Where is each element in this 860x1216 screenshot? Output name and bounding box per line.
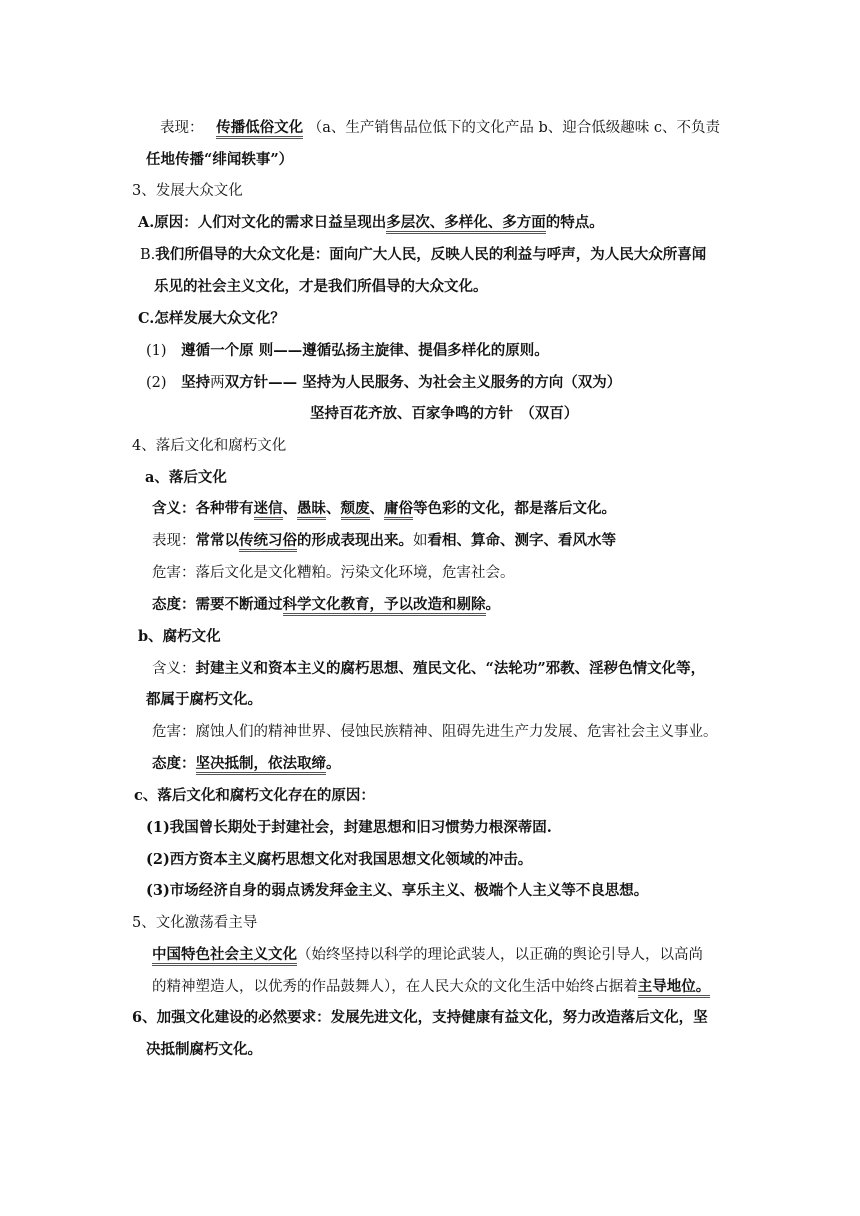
underlined-term: 科学文化教育，予以改造和剔除 [283, 596, 486, 616]
underlined-term: 传播低俗文化 [216, 119, 303, 139]
text: 遵循一个原 则——遵循弘扬主旋律、提倡多样化的原则。 [181, 342, 549, 359]
line-16 [152, 595, 500, 615]
underlined-term: 中国特色社会主义文化 [152, 946, 297, 966]
underlined-term: 传统习俗 [239, 532, 297, 552]
text: 我们所倡导的大众文化是：面向广大人民，反映人民的利益与呼声，为人民大众所喜闻 [155, 246, 707, 263]
text: 的形成表现出来。 [297, 532, 413, 549]
text: （a、生产销售品位低下的文化产品 b、迎合低级趣味 c、不负责 [307, 120, 720, 136]
text: 、 [326, 500, 341, 517]
text: 坚持 [181, 374, 211, 391]
text: 表现： [152, 533, 196, 549]
line-28 [152, 977, 710, 997]
line-25: (3)市场经济自身的弱点诱发拜金主义、享乐主义、极端个人主义等不良思想。 [146, 882, 649, 899]
line-20: 危害：腐蚀人们的精神世界、侵蚀民族精神、阻碍先进生产力发展、危害社会主义事业。 [152, 724, 718, 740]
text: 如 [413, 533, 428, 549]
text: (2) [146, 375, 167, 391]
line-8 [146, 341, 549, 361]
text: 的精神塑造人，以优秀的作品鼓舞人），在人民大众的文化生活中始终占据着 [152, 979, 638, 995]
text: 常常以 [195, 532, 239, 549]
line-6: 乐见的社会主义文化，才是我们所倡导的大众文化。 [154, 278, 488, 295]
text: A.原因：人们对文化的需求日益呈现出 [138, 214, 387, 231]
underlined-term: 多层次、多样化、多方面 [386, 214, 546, 234]
section-heading-6: 6、加强文化建设的必然要求：发展先进文化，支持健康有益文化，努力改造落后文化，坚 [132, 1009, 708, 1026]
line-10: 坚持百花齐放、百家争鸣的方针 （双百） [310, 405, 579, 422]
line-13 [152, 499, 616, 519]
text: 含义： [152, 661, 196, 677]
line-15: 危害：落后文化是文化糟粕。污染文化环境，危害社会。 [152, 565, 515, 581]
underlined-term: 迷信 [254, 500, 283, 520]
text: 态度：需要不断通过 [152, 596, 283, 613]
section-heading-3: 3、发展大众文化 [132, 183, 243, 199]
text: 等色彩的文化，都是落后文化。 [413, 500, 616, 517]
line-30: 决抵制腐朽文化。 [146, 1041, 262, 1058]
text: 两 [210, 375, 225, 391]
sub-heading-a: a、落后文化 [145, 469, 227, 486]
text: 、 [282, 500, 297, 517]
text: 。 [326, 755, 341, 772]
sub-heading-b: b、腐朽文化 [138, 628, 221, 645]
line-19: 都属于腐朽文化。 [146, 691, 262, 708]
section-heading-4: 4、落后文化和腐朽文化 [132, 438, 287, 454]
text: B. [140, 247, 156, 263]
line-4 [138, 213, 604, 233]
text: 的特点。 [545, 214, 604, 231]
underlined-term: 愚昧 [297, 500, 326, 520]
text: (1) [146, 343, 167, 359]
text: （始终坚持以科学的理论武装人，以正确的舆论引导人，以高尚 [297, 947, 703, 963]
line-27 [152, 945, 703, 965]
line-14 [152, 531, 616, 551]
line-21 [152, 754, 341, 774]
line-7: C.怎样发展大众文化？ [138, 310, 285, 327]
line-18 [152, 659, 705, 679]
line-24: (2)西方资本主义腐朽思想文化对我国思想文化领域的冲击。 [146, 851, 533, 868]
line-9 [146, 373, 621, 393]
underlined-term: 坚决抵制，依法取缔 [196, 755, 327, 775]
underlined-term: 主导地位。 [638, 978, 711, 998]
underlined-term: 庸俗 [384, 500, 413, 520]
text: 态度： [152, 755, 196, 772]
line-5 [140, 245, 706, 265]
text: 含义：各种带有 [152, 500, 254, 517]
text: 双方针—— 坚持为人民服务、为社会主义服务的方向（双为） [224, 374, 622, 391]
text: 看相、算命、测字、看风水等 [427, 532, 616, 549]
section-heading-5: 5、文化激荡看主导 [132, 915, 258, 931]
line-23: (1)我国曾长期处于封建社会，封建思想和旧习惯势力根深蒂固. [146, 819, 552, 836]
line-1 [160, 118, 720, 138]
text: 。 [485, 596, 500, 613]
text: 、 [369, 500, 384, 517]
underlined-term: 颓废 [341, 500, 370, 520]
sub-heading-c: c、落后文化和腐朽文化存在的原因： [134, 787, 375, 804]
label-biaoxian: 表现： [160, 120, 204, 136]
line-2: 任地传播“绯闻轶事”） [146, 151, 294, 168]
text: 封建主义和资本主义的腐朽思想、殖民文化、“法轮功”邪教、淫秽色情文化等， [195, 660, 706, 677]
